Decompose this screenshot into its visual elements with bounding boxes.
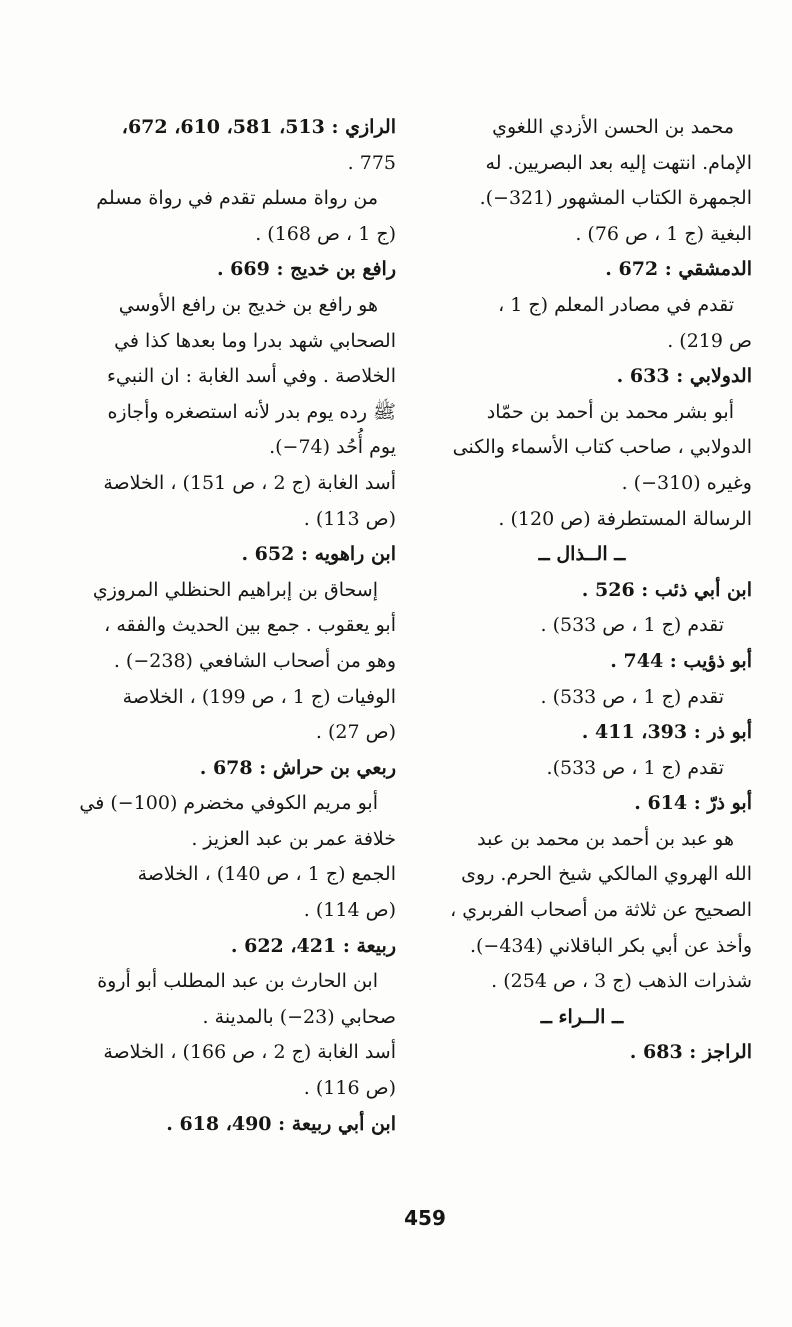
entry-heading: الرازي : 513، 581، 610، 672،: [121, 116, 396, 138]
entry-heading: ابن أبي ربيعة : 490، 618 .: [166, 1112, 396, 1135]
entry-text-line: أسد الغابة (ج 2 ، ص 151) ، الخلاصة: [103, 471, 396, 494]
entry-text-line: أبو بشر محمد بن أحمد بن حمّاد: [486, 400, 734, 423]
entry-text-line: وهو من أصحاب الشافعي (‎−238‎) .: [113, 649, 396, 672]
entry-text-line: خلافة عمر بن عبد العزيز .: [191, 827, 396, 850]
entry-text-line: يوم أُحُد (‎−74‎).: [269, 436, 396, 459]
entry-heading: الراجز : 683 .: [629, 1041, 752, 1064]
left-column: [48, 110, 396, 1142]
entry-heading: الدمشقي : 672 .: [605, 258, 752, 281]
entry-text-line: الرسالة المستطرفة (ص 120) .: [498, 507, 752, 530]
entry-text-line: من رواة مسلم تقدم في رواة مسلم: [96, 187, 378, 210]
entry-heading: رافع بن خديج : 669 .: [216, 258, 396, 281]
entry-text-line: تقدم في مصادر المعلم (ج 1 ،: [498, 293, 734, 316]
entry-heading: أبو ذر : 393، 411 .: [581, 721, 752, 744]
entry-text-line: تقدم (ج 1 ، ص 533).: [546, 756, 724, 779]
entry-text-line: هو عبد بن أحمد بن محمد بن عبد: [477, 827, 734, 850]
entry-text-line: 775 .: [347, 151, 396, 174]
entry-text-line: ﷺ رده يوم بدر لأنه استصغره وأجازه: [107, 400, 396, 423]
entry-text-line: الخلاصة . وفي أسد الغابة : ان النبيء: [106, 365, 396, 388]
entry-text-line: (ص 113) .: [303, 507, 396, 530]
entry-text-line: (ص 114) .: [303, 899, 396, 922]
section-heading: ــ الــراء ــ: [540, 1005, 624, 1028]
page-number: 459: [404, 1206, 446, 1230]
entry-text-line: أسد الغابة (ج 2 ، ص 166) ، الخلاصة: [103, 1041, 396, 1064]
entry-text-line: الجمهرة الكتاب المشهور (‎−321‎).: [479, 187, 752, 210]
entry-text-line: الصحيح عن ثلاثة من أصحاب الفربري ،: [450, 899, 752, 922]
entry-text-line: وغيره (‎−310‎) .: [621, 471, 752, 494]
entry-text-line: محمد بن الحسن الأزدي اللغوي: [492, 116, 734, 138]
entry-text-line: صحابي (‎−23‎) بالمدينة .: [202, 1005, 396, 1028]
entry-text-line: الإمام. انتهت إليه بعد البصريين. له: [485, 151, 752, 174]
entry-text-line: تقدم (ج 1 ، ص 533) .: [540, 614, 724, 637]
entry-text-line: (ص 116) .: [303, 1077, 396, 1100]
entry-text-line: هو رافع بن خديج بن رافع الأوسي: [118, 293, 378, 316]
entry-heading: ابن أبي ذئب : 526 .: [581, 578, 752, 601]
entry-text-line: أبو يعقوب . جمع بين الحديث والفقه ،: [104, 614, 396, 637]
entry-text-line: ابن الحارث بن عبد المطلب أبو أروة: [97, 970, 378, 993]
entry-heading: أبو ذرّ : 614 .: [634, 792, 752, 815]
entry-text-line: تقدم (ج 1 ، ص 533) .: [540, 685, 724, 708]
entry-text-line: الصحابي شهد بدرا وما بعدها كذا في: [114, 329, 396, 352]
entry-text-line: الوفيات (ج 1 ، ص 199) ، الخلاصة: [122, 685, 396, 708]
entry-text-line: أبو مريم الكوفي مخضرم (‎−100‎) في: [79, 792, 378, 815]
entry-text-line: (ج 1 ، ص 168) .: [255, 222, 396, 245]
entry-heading: الدولابي : 633 .: [616, 365, 752, 388]
entry-text-line: إسحاق بن إبراهيم الحنظلي المروزي: [92, 578, 378, 601]
entry-heading: ربيعة : 421، 622 .: [230, 934, 396, 957]
entry-text-line: الجمع (ج 1 ، ص 140) ، الخلاصة: [137, 863, 396, 886]
entry-text-line: ص 219) .: [667, 329, 752, 352]
entry-text-line: الله الهروي المالكي شيخ الحرم. روى: [461, 863, 752, 886]
section-heading: ــ الــذال ــ: [538, 543, 626, 566]
entry-text-line: البغية (ج 1 ، ص 76) .: [575, 222, 752, 245]
entry-heading: أبو ذؤيب : 744 .: [610, 649, 752, 672]
entry-text-line: الدولابي ، صاحب كتاب الأسماء والكنى: [452, 436, 752, 459]
entry-text-line: شذرات الذهب (ج 3 ، ص 254) .: [491, 970, 752, 993]
entry-heading: ربعي بن حراش : 678 .: [199, 756, 396, 779]
entry-text-line: وأخذ عن أبي بكر الباقلاني (‎−434‎).: [469, 934, 752, 957]
entry-heading: ابن راهويه : 652 .: [241, 543, 396, 566]
entry-text-line: (ص 27) .: [315, 721, 396, 744]
right-column: [412, 110, 752, 1071]
